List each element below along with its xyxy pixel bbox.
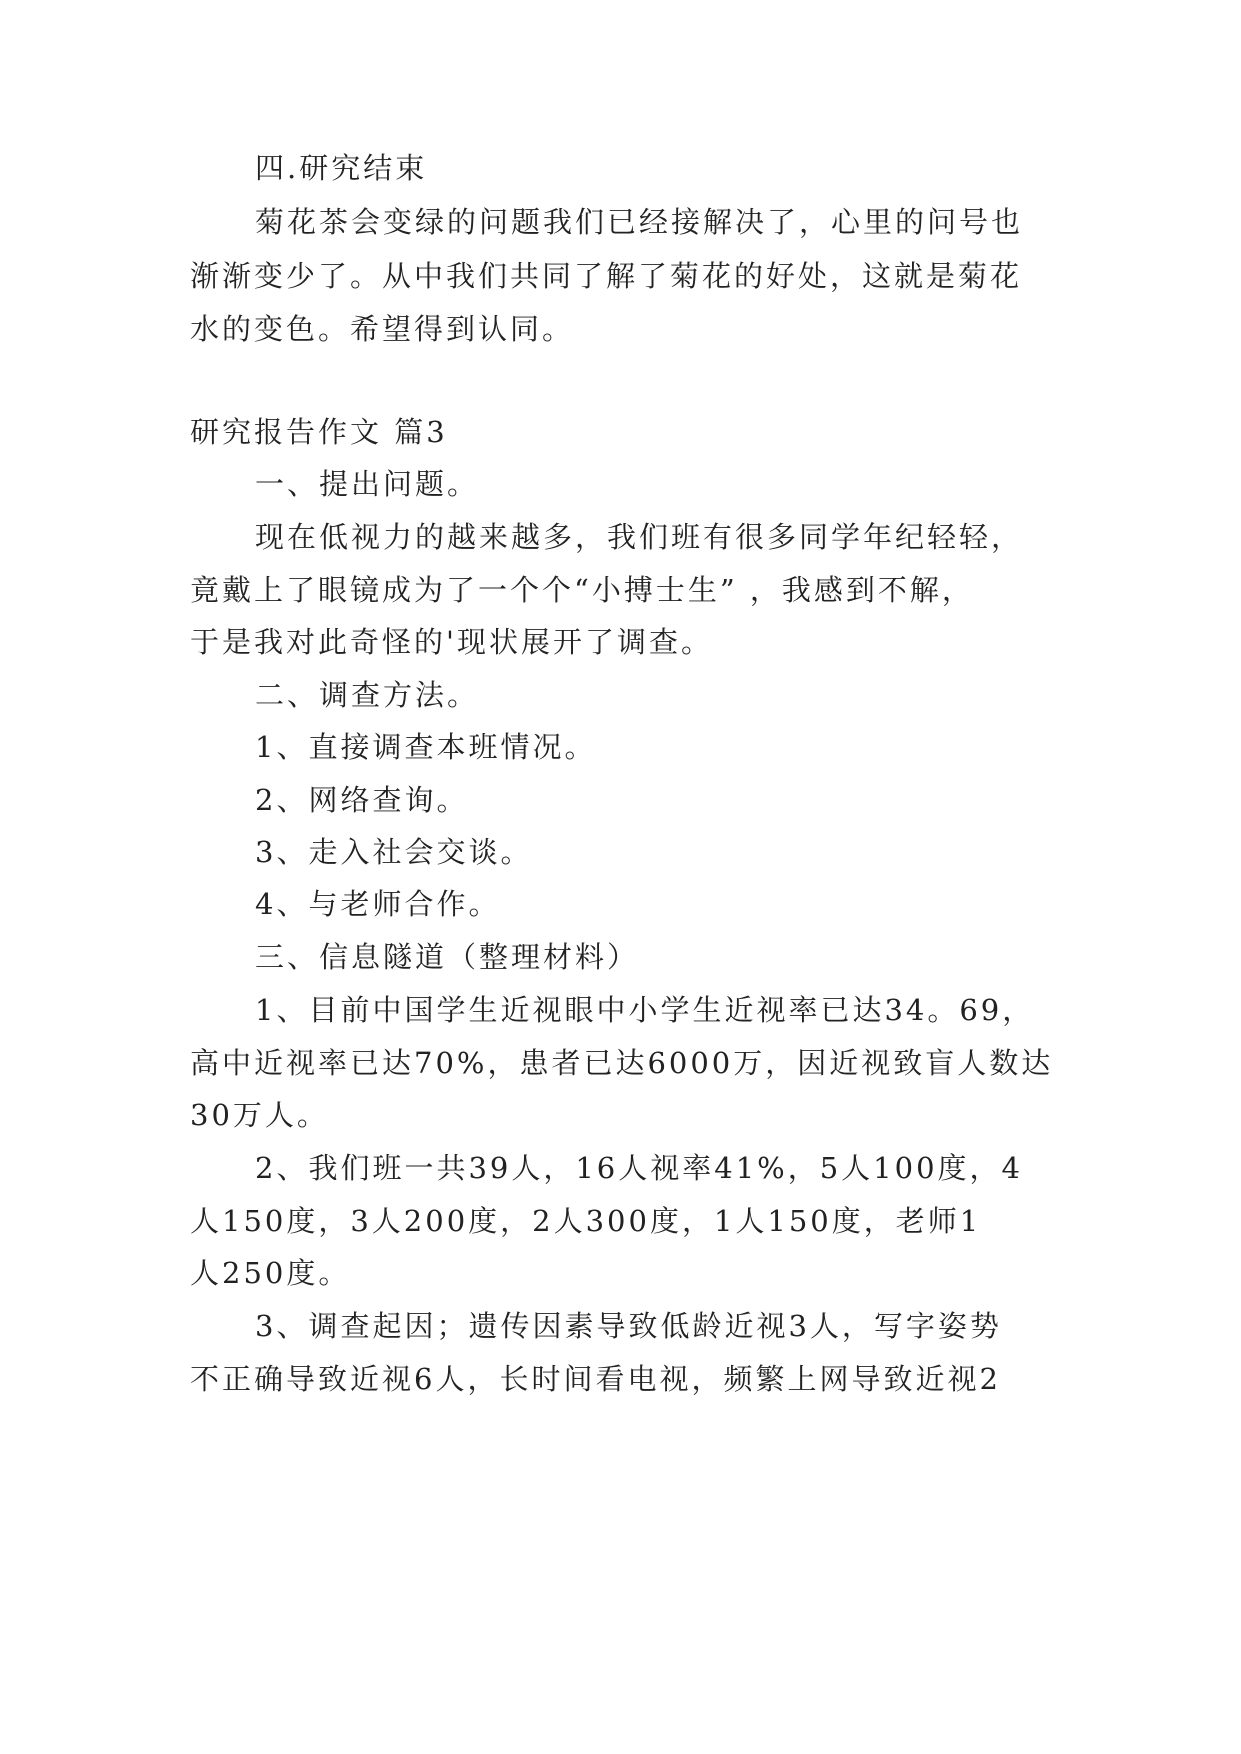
paragraph-line: 人150度，3人200度，2人300度，1人150度，老师1: [190, 1204, 982, 1238]
paragraph-line: 3、调查起因；遗传因素导致低龄近视3人，写字姿势: [255, 1309, 1002, 1343]
section-heading: 四.研究结束: [255, 151, 428, 185]
paragraph-line: 不正确导致近视6人，长时间看电视，频繁上网导致近视2: [190, 1362, 1001, 1396]
section-heading: 二、调查方法。: [255, 678, 480, 712]
paragraph-line: 2、我们班一共39人，16人视率41%，5人100度，4: [255, 1151, 1023, 1185]
section-heading: 一、提出问题。: [255, 467, 480, 501]
paragraph-line: 渐渐变少了。从中我们共同了解了菊花的好处，这就是菊花: [190, 259, 1023, 293]
paragraph-line: 于是我对此奇怪的'现状展开了调查。: [190, 625, 713, 659]
paragraph-line: 30万人。: [190, 1098, 329, 1132]
list-item: 2、网络查询。: [255, 783, 469, 817]
paragraph-line: 竟戴上了眼镜成为了一个个“小搏士生” ，我感到不解，: [190, 573, 974, 607]
paragraph-line: 菊花茶会变绿的问题我们已经接解决了，心里的问号也: [255, 205, 1024, 239]
paragraph-line: 现在低视力的越来越多，我们班有很多同学年纪轻轻，: [255, 520, 1024, 554]
paragraph-line: 水的变色。希望得到认同。: [190, 312, 575, 346]
list-item: 3、走入社会交谈。: [255, 835, 533, 869]
paragraph-line: 1、目前中国学生近视眼中小学生近视率已达34。69，: [255, 993, 1035, 1027]
paragraph-line: 高中近视率已达70%，患者已达6000万，因近视致盲人数达: [190, 1046, 1054, 1080]
article-title: 研究报告作文 篇3: [190, 415, 448, 449]
list-item: 1、直接调查本班情况。: [255, 730, 597, 764]
list-item: 4、与老师合作。: [255, 887, 501, 921]
section-heading: 三、信息隧道（整理材料）: [255, 940, 640, 974]
paragraph-line: 人250度。: [190, 1256, 351, 1290]
